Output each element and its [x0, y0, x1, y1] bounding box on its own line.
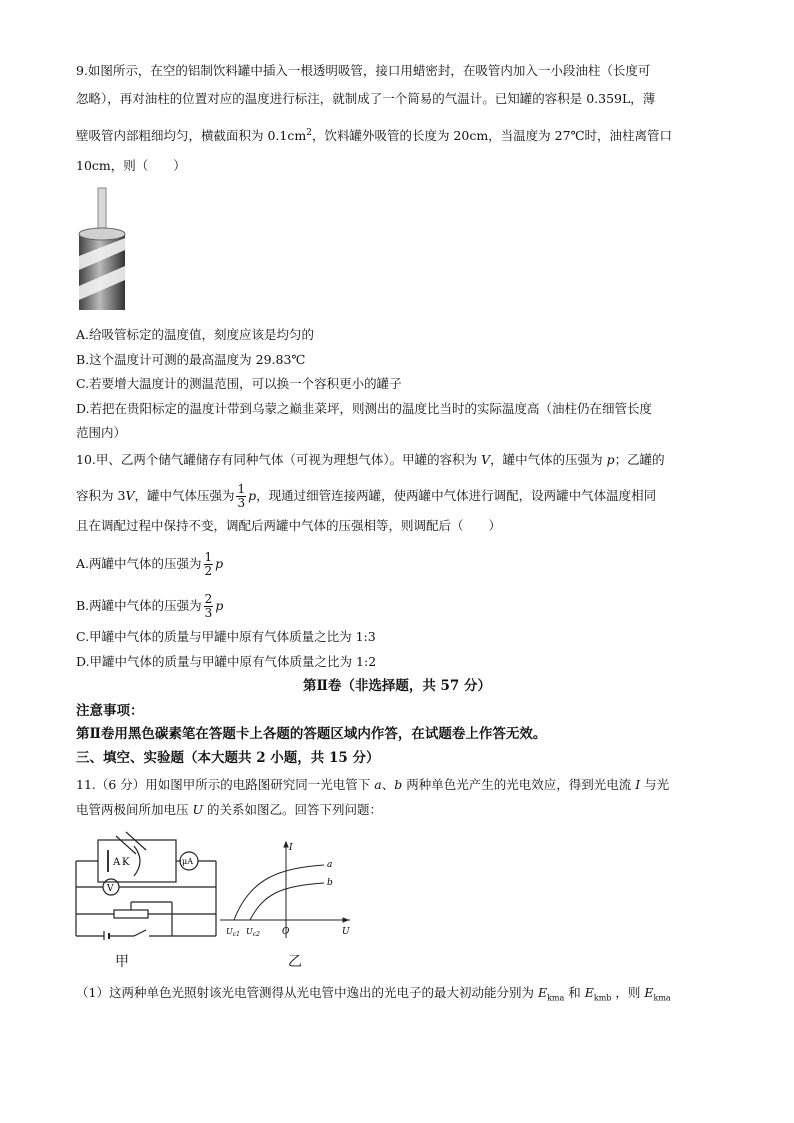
q11-l2-a: 电管两极间所加电压: [76, 802, 193, 817]
q9-option-c: C.若要增大温度计的测温范围，可以换一个容积更小的罐子: [76, 376, 402, 391]
q10-line3: 且在调配过程中保持不变，调配后两罐中气体的压强相等，则调配后（ ）: [76, 518, 502, 533]
caption-yi: 乙: [288, 954, 302, 970]
q9-option-d-line1: D.若把在贵阳标定的温度计带到乌蒙之巅韭菜坪，则测出的温度比当时的实际温度高（油柱仍在细管长度: [76, 401, 653, 416]
iu-graph: [220, 838, 360, 940]
q10-option-d: D.甲罐中气体的质量与甲罐中原有气体质量之比为 1:2: [76, 654, 377, 669]
uc2-sub: c2: [252, 931, 260, 938]
thermometer-can-figure: [72, 186, 132, 316]
label-V: V: [107, 884, 114, 894]
q9-line3-text-a: 壁吸管内部粗细均匀，横截面积为 0.1cm: [76, 128, 307, 144]
q11-subquestion-1: [76, 983, 671, 1009]
q9-sup: 2: [306, 128, 312, 138]
ek-b-sub: kmb: [593, 993, 612, 1003]
q9-option-d-line2: 范围内）: [76, 425, 127, 440]
notice-heading: 注意事项：: [76, 703, 144, 719]
frac-num: 1: [237, 482, 246, 496]
curve-b: [250, 883, 324, 920]
q9-option-a: A.给吸管标定的温度值，刻度应该是均匀的: [76, 327, 315, 342]
can-top: [79, 228, 125, 240]
q11-line1: [76, 775, 669, 795]
q11-a: a: [374, 777, 382, 792]
q10-l2-a: 容积为 3: [76, 488, 126, 503]
q11-l1-a: 11.（6 分）用如图甲所示的电路图研究同一光电管下: [76, 777, 375, 792]
q10-line2: [76, 483, 656, 510]
ek-a: E: [537, 985, 548, 1000]
q10-V2: V: [125, 488, 135, 503]
section-2-title: 第Ⅱ卷（非选择题，共 57 分）: [302, 678, 492, 694]
q11-then: ，则: [611, 985, 645, 1000]
q10-l1-a: 10.甲、乙两个储气罐储存有同种气体（可视为理想气体）。甲罐的容积为: [76, 452, 482, 467]
label-A: A: [113, 857, 121, 868]
label-K: K: [122, 857, 130, 868]
q9-option-b: B.这个温度计可测的最高温度为 29.83℃: [76, 352, 306, 367]
axis-label-U: U: [342, 927, 350, 937]
q10-option-c: C.甲罐中气体的质量与甲罐中原有气体质量之比为 1:3: [76, 629, 376, 644]
origin-label: O: [282, 927, 290, 937]
q10-p: p: [606, 452, 615, 467]
q11-l1-c: 与光: [640, 777, 670, 792]
q9-line4: 10cm，则（ ）: [76, 158, 186, 173]
axis-label-I: I: [289, 843, 293, 853]
q10-l2-c: ，现通过细管连接两罐，使两罐中气体进行调配，设两罐中气体温度相同: [256, 488, 657, 503]
q10-p3: p: [215, 556, 224, 571]
label-uc2: [246, 927, 260, 938]
q11-l1-b: 两种单色光产生的光电效应，得到光电流: [402, 777, 636, 792]
q10-line1: [76, 450, 665, 470]
q10-V: V: [481, 452, 491, 467]
circuit-diagram: [74, 828, 226, 940]
q9-line2: 忽略），再对油柱的位置对应的温度进行标注，就制成了一个简易的气温计。已知罐的容积是 0.359L，薄: [76, 91, 656, 106]
frac-num: 2: [204, 592, 213, 606]
part-3-heading: 三、填空、实验题（本大题共 2 小题，共 15 分）: [76, 750, 380, 766]
q11-I: I: [635, 777, 641, 792]
q10-l1-c: ；乙罐的: [614, 452, 665, 467]
fraction-one-half: [204, 551, 214, 578]
ek-b: E: [584, 985, 594, 1000]
q9-line3: [76, 123, 672, 146]
frac-den: 3: [237, 496, 246, 510]
q10-l2-b: ，罐中气体压强为: [134, 488, 235, 503]
q10-optB-text: B.两罐中气体的压强为: [76, 598, 202, 613]
caption-jia: 甲: [115, 954, 129, 970]
frac-num: 1: [204, 550, 213, 564]
q11-s1-a: （1）这两种单色光照射该光电管测得从光电管中逸出的光电子的最大初动能分别为: [76, 985, 538, 1000]
curve-label-a: a: [327, 860, 333, 870]
fraction-two-thirds: [204, 593, 214, 620]
frac-den: 3: [204, 606, 213, 620]
fraction-one-third: [236, 483, 246, 510]
q11-line2: [76, 800, 382, 820]
ek-a-sub: kma: [547, 993, 565, 1003]
frac-den: 2: [204, 564, 213, 578]
q11-b: b: [394, 777, 403, 792]
q10-p4: p: [215, 598, 224, 613]
uc2-U: U: [246, 927, 253, 936]
notice-body: 第Ⅱ卷用黑色碳素笔在答题卡上各题的答题区域内作答，在试题卷上作答无效。: [76, 726, 547, 742]
rheostat: [114, 910, 148, 918]
q10-option-a: [76, 551, 223, 578]
curve-label-b: b: [327, 878, 333, 888]
q11-and: 和: [564, 985, 585, 1000]
q11-l2-b: 的关系如图乙。回答下列问题：: [203, 802, 383, 817]
label-uA: μA: [182, 857, 193, 866]
q11-sep: 、: [381, 777, 395, 792]
curve-a: [234, 865, 324, 920]
ek-a2-sub: kma: [653, 993, 671, 1003]
phototube-box: [98, 840, 176, 882]
uc1-U: U: [226, 927, 233, 936]
uc1-sub: c1: [232, 931, 240, 938]
label-uc1: [226, 927, 240, 938]
q9-line1: 9.如图所示，在空的铝制饮料罐中插入一根透明吸管，接口用蜡密封，在吸管内加入一小段油柱（长度可: [76, 63, 651, 78]
q10-p2: p: [248, 488, 257, 503]
q10-option-b: [76, 593, 223, 620]
q11-U: U: [192, 802, 204, 817]
q10-optA-text: A.两罐中气体的压强为: [76, 556, 202, 571]
q10-l1-b: ，罐中气体的压强为: [490, 452, 607, 467]
q9-line3-text-b: ，饮料罐外吸管的长度为 20cm，当温度为 27℃时，油柱离管口: [311, 128, 673, 144]
ek-a-2: E: [644, 985, 654, 1000]
